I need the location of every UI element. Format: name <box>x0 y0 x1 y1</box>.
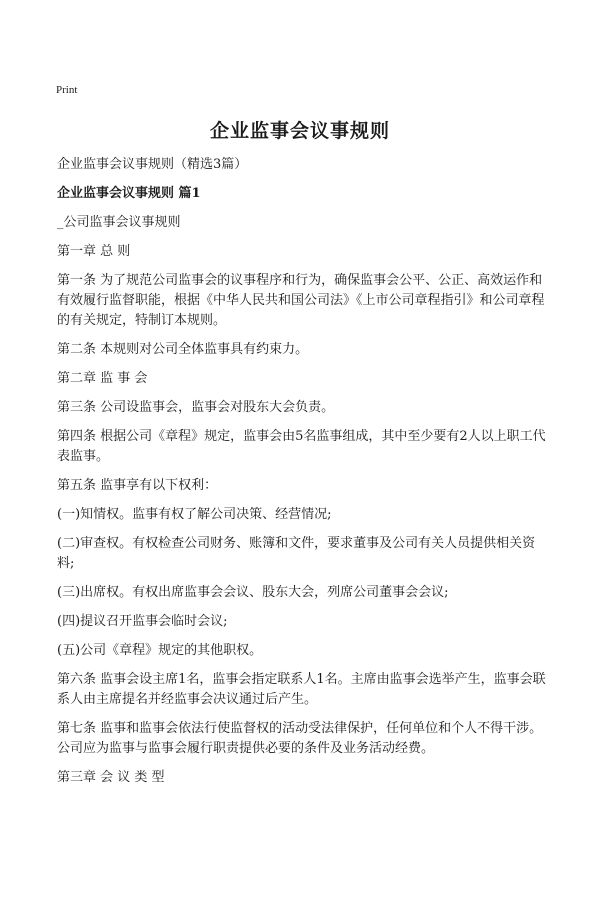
paragraph: _公司监事会议事规则 <box>57 215 181 230</box>
chapter-heading: 第三章 会 议 类 型 <box>57 770 165 785</box>
list-item: (三)出席权。有权出席监事会会议、股东大会，列席公司董事会会议; <box>57 585 449 600</box>
list-item: (四)提议召开监事会临时会议; <box>57 614 228 629</box>
article-paragraph: 第四条 根据公司《章程》规定，监事会由5名监事组成，其中至少要有2人以上职工代表监事。 <box>57 429 546 464</box>
subtitle-paragraph: 企业监事会议事规则（精选3篇） <box>57 157 248 172</box>
chapter-heading: 第二章 监 事 会 <box>57 371 148 386</box>
article-paragraph: 第七条 监事和监事会依法行使监督权的活动受法律保护，任何单位和个人不得干涉。公司应为监事与监事会履行职责提供必要的条件及业务活动经费。 <box>57 721 543 756</box>
article-paragraph: 第五条 监事享有以下权利： <box>57 478 218 493</box>
list-item: (一)知情权。监事有权了解公司决策、经营情况; <box>57 507 332 522</box>
document-title: 企业监事会议事规则 <box>209 120 390 142</box>
chapter-heading: 第一章 总 则 <box>57 244 131 259</box>
article-paragraph: 第一条 为了规范公司监事会的议事程序和行为，确保监事会公平、公正、高效运作和有效履行监督职能，根据《中华人民共和国公司法》《上市公司章程指引》和公司章程的有关规定，特制订本规则。 <box>57 273 545 328</box>
list-item: (二)审查权。有权检查公司财务、账簿和文件，要求董事及公司有关人员提供相关资料; <box>57 536 536 571</box>
article-paragraph: 第二条 本规则对公司全体监事具有约束力。 <box>57 342 309 357</box>
article-paragraph: 第六条 监事会设主席1名，监事会指定联系人1名。主席由监事会选举产生，监事会联系人由主席提名并经监事会决议通过后产生。 <box>57 672 546 707</box>
print-label: Print <box>56 84 78 96</box>
section-heading: 企业监事会议事规则 篇1 <box>57 186 201 201</box>
document-body <box>57 155 552 797</box>
article-paragraph: 第三条 公司设监事会，监事会对股东大会负责。 <box>57 400 335 415</box>
list-item: (五)公司《章程》规定的其他职权。 <box>57 643 263 658</box>
